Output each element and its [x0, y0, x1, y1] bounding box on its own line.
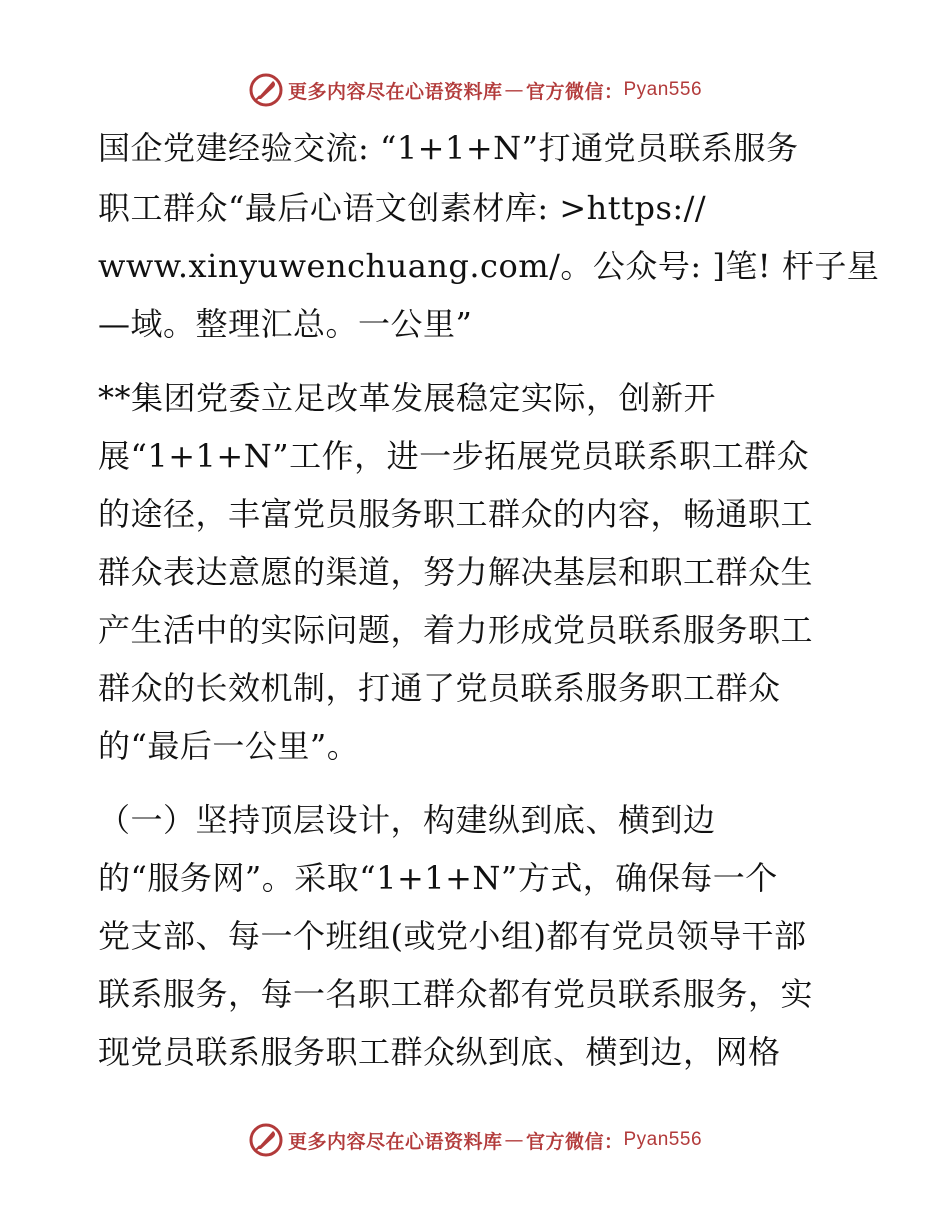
- intro-line-2: 展“1+1+N”工作，进一步拓展党员联系职工群众: [98, 437, 810, 475]
- banner-promo-text: 更多内容尽在心语资料库: [287, 1130, 503, 1153]
- intro-line-5: 产生活中的实际问题，着力形成党员联系服务职工: [98, 611, 814, 649]
- doc-title-line-3: www.xinyuwenchuang.com/。公众号: ]笔! 杆子星: [98, 247, 880, 285]
- intro-line-6: 群众的长效机制，打通了党员联系服务职工群众: [98, 669, 781, 707]
- section1-line-3: 党支部、每一个班组(或党小组)都有党员领导干部: [98, 917, 807, 955]
- seal-logo-icon: [248, 1122, 284, 1158]
- banner-separator: —: [504, 79, 524, 101]
- banner-promo-text: 更多内容尽在心语资料库: [287, 80, 503, 103]
- doc-title-line-2: 职工群众“最后心语文创素材库: >https://: [98, 189, 707, 227]
- doc-title-line-4: —域。整理汇总。一公里”: [98, 305, 473, 343]
- banner-wechat-id: Pyan556: [623, 1129, 703, 1150]
- banner-wechat-id: Pyan556: [623, 79, 703, 100]
- section1-line-1: （一）坚持顶层设计，构建纵到底、横到边: [98, 801, 716, 839]
- doc-title-line-1: 国企党建经验交流: “1+1+N”打通党员联系服务: [98, 129, 799, 167]
- seal-logo-icon: [248, 72, 284, 108]
- header-banner: [0, 70, 950, 110]
- section1-line-4: 联系服务，每一名职工群众都有党员联系服务，实: [98, 975, 814, 1013]
- intro-line-4: 群众表达意愿的渠道，努力解决基层和职工群众生: [98, 553, 814, 591]
- section1-line-5: 现党员联系服务职工群众纵到底、横到边，网格: [98, 1033, 781, 1071]
- intro-line-7: 的“最后一公里”。: [98, 727, 360, 765]
- intro-line-3: 的途径，丰富党员服务职工群众的内容，畅通职工: [98, 495, 814, 533]
- footer-banner: [0, 1120, 950, 1160]
- banner-wechat-label: 官方微信：: [525, 80, 624, 103]
- banner-separator: —: [504, 1129, 524, 1151]
- intro-line-1: **集团党委立足改革发展稳定实际，创新开: [98, 379, 717, 417]
- banner-wechat-label: 官方微信：: [525, 1130, 624, 1153]
- section1-line-2: 的“服务网”。采取“1+1+N”方式，确保每一个: [98, 859, 778, 897]
